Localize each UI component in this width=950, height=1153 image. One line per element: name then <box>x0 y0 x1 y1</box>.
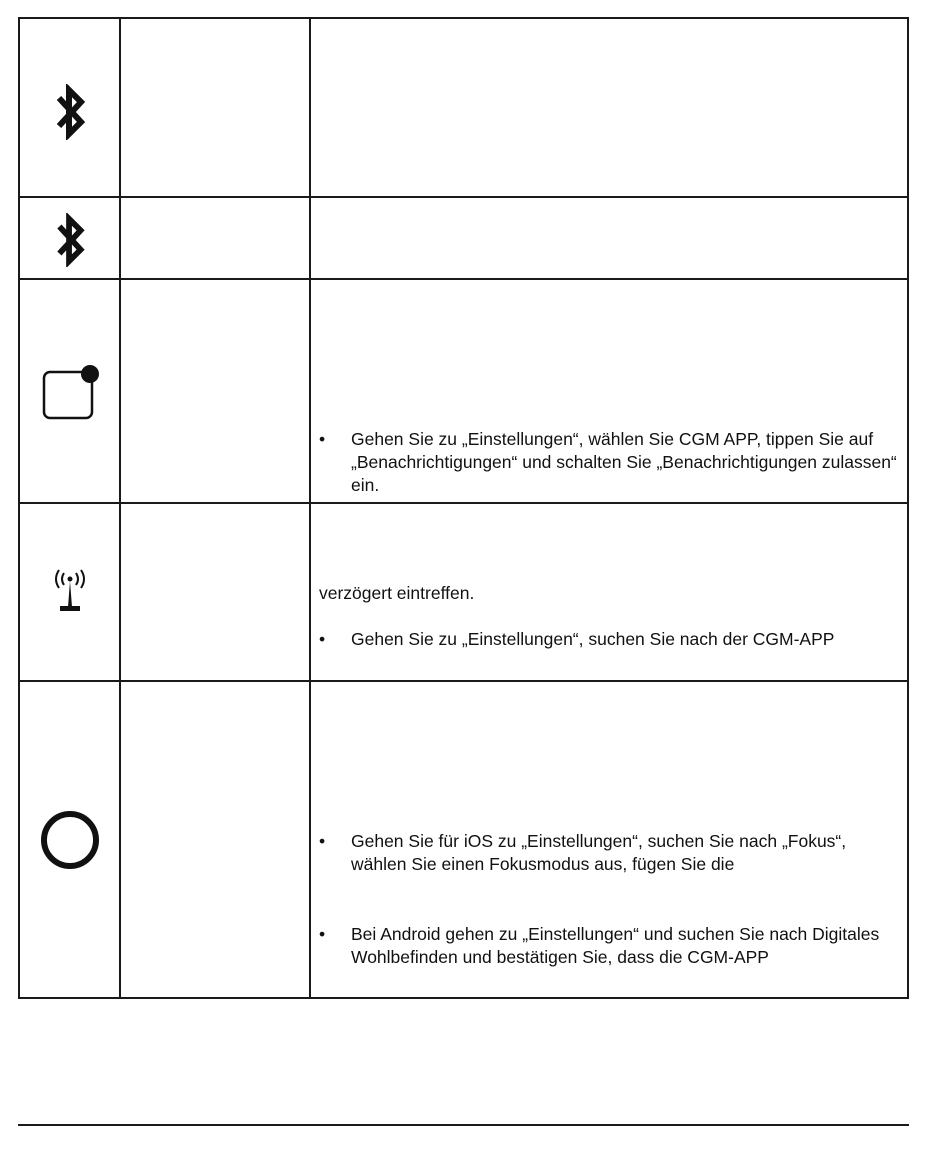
table-row <box>19 18 908 197</box>
icon-cell <box>19 681 120 998</box>
description-cell <box>310 18 908 197</box>
paragraph: verzögert eintreffen. <box>319 583 475 603</box>
troubleshooting-table <box>18 17 909 999</box>
table-row <box>19 503 908 681</box>
bluetooth-icon <box>53 84 87 140</box>
antenna-signal-icon <box>50 569 90 613</box>
list-item: • Bei Android gehen zu „Einstellungen“ und suchen Sie nach Digitales Wohlbefinden und bestätigen Sie, dass die CGM-APP <box>319 924 880 967</box>
status-cell <box>120 503 310 681</box>
list-item: • Gehen Sie zu „Einstellungen“, suchen Sie nach der CGM-APP <box>319 629 835 649</box>
list-item: • Gehen Sie zu „Einstellungen“, wählen Sie CGM APP, tippen Sie auf „Benachrichtigungen“ und schalten Sie „Benachrichtigungen zulassen“ ein. <box>319 429 897 495</box>
table-row <box>19 681 908 998</box>
icon-cell <box>19 18 120 197</box>
circle-focus-icon <box>39 809 101 871</box>
icon-cell <box>19 279 120 503</box>
description-cell <box>310 279 908 503</box>
table-row <box>19 279 908 503</box>
icon-cell <box>19 197 120 279</box>
status-cell <box>120 681 310 998</box>
description-cell <box>310 197 908 279</box>
table-row <box>19 197 908 279</box>
list-item: • Gehen Sie für iOS zu „Einstellungen“, suchen Sie nach „Fokus“, wählen Sie einen Fokusmodus aus, fügen Sie die <box>319 831 847 874</box>
icon-cell <box>19 503 120 681</box>
status-cell <box>120 279 310 503</box>
notification-badge-icon <box>38 360 102 424</box>
bluetooth-icon <box>53 213 87 267</box>
footer-divider <box>18 1124 909 1126</box>
description-cell <box>310 681 908 998</box>
status-cell <box>120 197 310 279</box>
description-cell <box>310 503 908 681</box>
status-cell <box>120 18 310 197</box>
